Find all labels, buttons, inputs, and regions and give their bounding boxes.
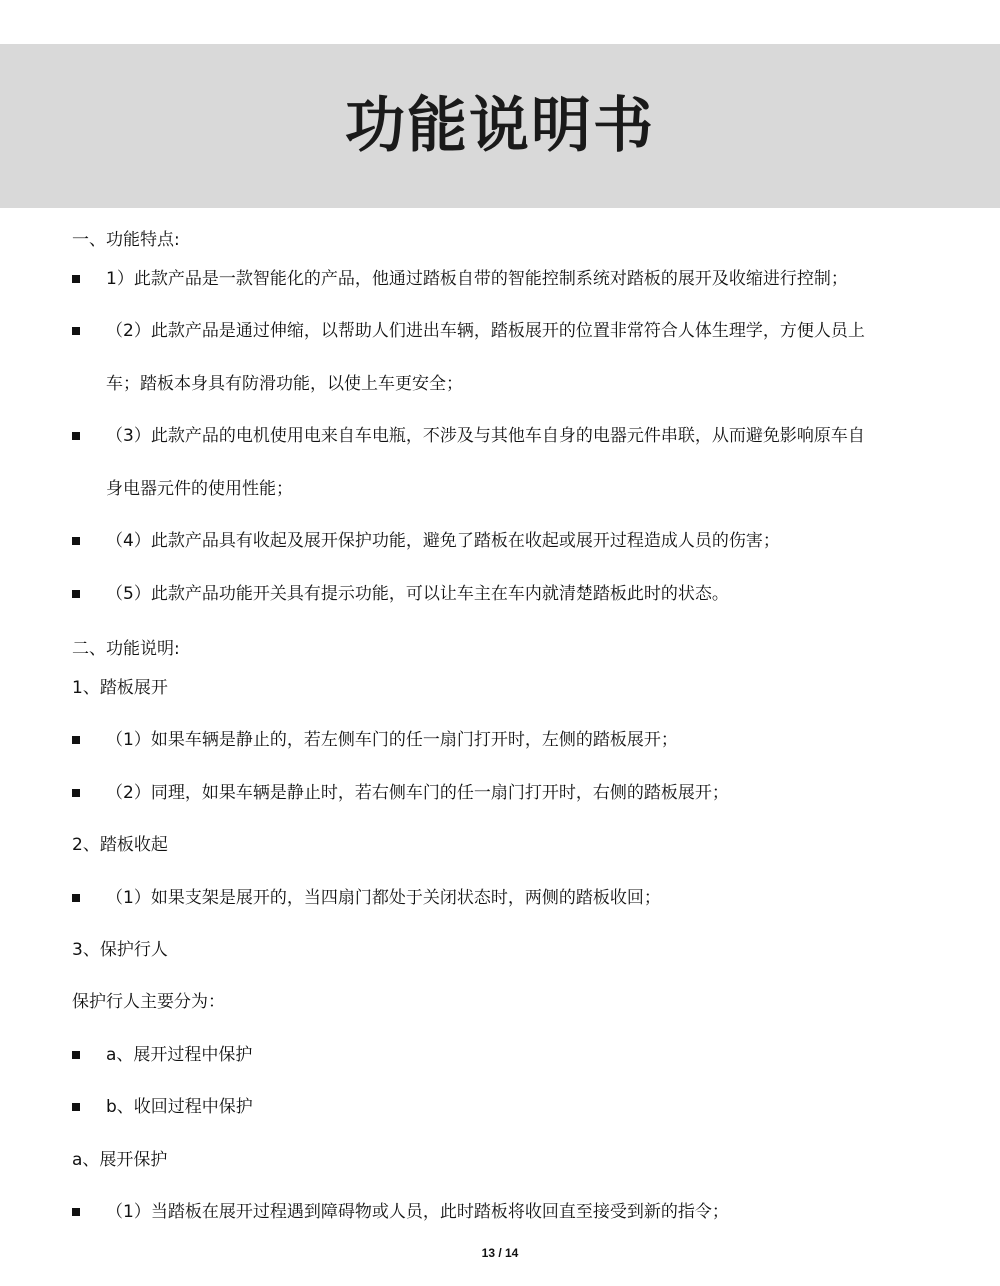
subsection-heading: 3、保护行人 <box>72 940 168 960</box>
page-title: 功能说明书 <box>345 91 655 161</box>
square-bullet-icon <box>72 590 80 598</box>
list-item-text: 1）此款产品是一款智能化的产品，他通过踏板自带的智能控制系统对踏板的展开及收缩进行控制； <box>106 269 848 289</box>
list-item-text: （4）此款产品具有收起及展开保护功能，避免了踏板在收起或展开过程造成人员的伤害； <box>106 531 780 551</box>
square-bullet-icon <box>72 432 80 440</box>
list-item-text: （2）同理，如果车辆是静止时，若右侧车门的任一扇门打开时，右侧的踏板展开； <box>106 783 729 803</box>
square-bullet-icon <box>72 275 80 283</box>
section-heading: 二、功能说明: <box>72 639 180 659</box>
square-bullet-icon <box>72 789 80 797</box>
list-item-text: （5）此款产品功能开关具有提示功能，可以让车主在车内就清楚踏板此时的状态。 <box>106 584 729 604</box>
list-item-text: a、展开过程中保护 <box>106 1045 253 1065</box>
list-item-text: （1）如果车辆是静止的，若左侧车门的任一扇门打开时，左侧的踏板展开； <box>106 730 678 750</box>
list-item-text: （1）当踏板在展开过程遇到障碍物或人员，此时踏板将收回直至接受到新的指令； <box>106 1202 729 1222</box>
list-item-continuation: 车；踏板本身具有防滑功能，以使上车更安全； <box>106 374 463 394</box>
list-item-text: （3）此款产品的电机使用电来自车电瓶，不涉及与其他车自身的电器元件串联，从而避免影响原车自 <box>106 426 865 446</box>
square-bullet-icon <box>72 894 80 902</box>
square-bullet-icon <box>72 736 80 744</box>
subsection-heading: 1、踏板展开 <box>72 678 168 698</box>
square-bullet-icon <box>72 1051 80 1059</box>
list-item-text: （2）此款产品是通过伸缩，以帮助人们进出车辆，踏板展开的位置非常符合人体生理学，方便人员上 <box>106 321 865 341</box>
square-bullet-icon <box>72 327 80 335</box>
section-heading: 一、功能特点: <box>72 230 180 250</box>
subsection-heading: a、展开保护 <box>72 1150 168 1170</box>
square-bullet-icon <box>72 537 80 545</box>
list-item-continuation: 身电器元件的使用性能； <box>106 479 293 499</box>
page-number: 13 / 14 <box>481 1246 519 1260</box>
square-bullet-icon <box>72 1208 80 1216</box>
subsection-heading: 2、踏板收起 <box>72 835 168 855</box>
list-item-text: b、收回过程中保护 <box>106 1097 253 1117</box>
square-bullet-icon <box>72 1103 80 1111</box>
paragraph: 保护行人主要分为： <box>72 992 225 1012</box>
list-item-text: （1）如果支架是展开的，当四扇门都处于关闭状态时，两侧的踏板收回； <box>106 888 661 908</box>
